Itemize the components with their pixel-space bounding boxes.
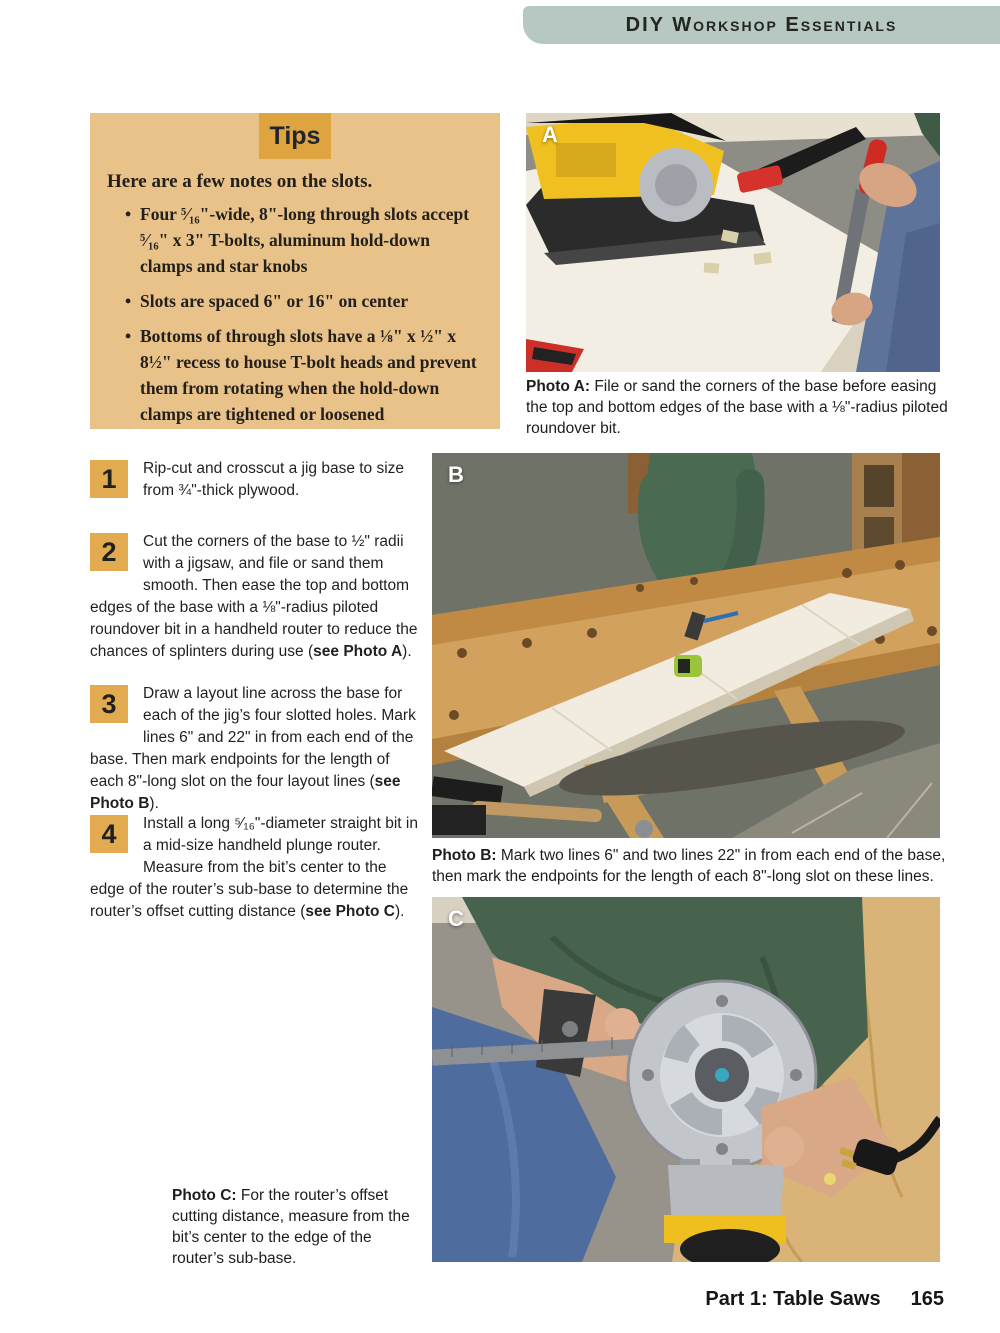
step-1-number: 1	[90, 460, 128, 498]
photo-c-caption: Photo C: For the router’s offset cutting distance, measure from the bit’s center to the edge of the router’s sub-base.	[172, 1187, 410, 1267]
tips-heading: Here are a few notes on the slots.	[107, 171, 373, 192]
photo-a	[526, 113, 940, 372]
photo-b	[432, 453, 940, 838]
step-3-number: 3	[90, 685, 128, 723]
step-3-text: Draw a layout line across the base for each of the jig’s four slotted holes. Mark lines 6" and 22" in from each end of the base. Then mark endpoints for the length of each 8"-long slot on the four layout lines (see Photo B).	[90, 685, 416, 812]
step-1-text: Rip-cut and crosscut a jig base to size from ¾"-thick plywood.	[143, 460, 405, 499]
photo-b-caption: Photo B: Mark two lines 6" and two lines 22" in from each end of the base, then mark the endpoints for the length of each 8"-long slot on these lines.	[432, 847, 946, 885]
footer-page-number: 165	[910, 1288, 944, 1310]
tips-item: • Four ⁵⁄₁₆"-wide, 8"-long through slots accept ⁵⁄₁₆" x 3" T-bolts, aluminum hold-down clamps and star knobs	[125, 201, 482, 279]
photo-a-image	[526, 113, 940, 372]
tips-item: • Slots are spaced 6" or 16" on center	[125, 288, 482, 314]
step-2-text: Cut the corners of the base to ½" radii with a jigsaw, and file or sand them smooth. Then ease the top and bottom edges of the base with a ⅛"-radius piloted roundover bit in a handheld router to reduce the chances of splinters during use (see Photo A).	[90, 533, 418, 660]
photo-a-caption: Photo A: File or sand the corners of the base before easing the top and bottom edges of the base with a ⅛"-radius piloted roundover bit.	[526, 378, 948, 437]
step-4	[90, 813, 424, 923]
photo-c	[432, 897, 940, 1262]
page-title: DIY Workshop Essentials	[625, 13, 898, 36]
header-bar	[523, 6, 1000, 44]
tips-label: Tips	[259, 113, 331, 159]
photo-b-image	[432, 453, 940, 838]
tips-panel	[90, 113, 500, 429]
step-4-text: Install a long ⁵⁄₁₆"-diameter straight bit in a mid-size handheld plunge router. Measure from the bit’s center to the edge of the router’s sub-base to determine the router’s offset cutting distance (see Photo C).	[90, 815, 418, 920]
footer-section-title: Part 1: Table Saws	[705, 1288, 881, 1310]
step-2-number: 2	[90, 533, 128, 571]
photo-c-label: C	[448, 906, 464, 931]
step-3	[90, 683, 424, 815]
tips-item: • Bottoms of through slots have a ⅛" x ½" x 8½" recess to house T-bolt heads and prevent them from rotating when the hold-down clamps are tightened or loosened	[125, 323, 482, 427]
step-2	[90, 531, 424, 663]
photo-c-image	[432, 897, 940, 1262]
tips-list	[107, 201, 482, 427]
step-4-number: 4	[90, 815, 128, 853]
page-footer	[705, 1288, 944, 1311]
photo-b-label: B	[448, 462, 464, 487]
step-1	[90, 458, 424, 506]
photo-a-label: A	[542, 122, 558, 147]
